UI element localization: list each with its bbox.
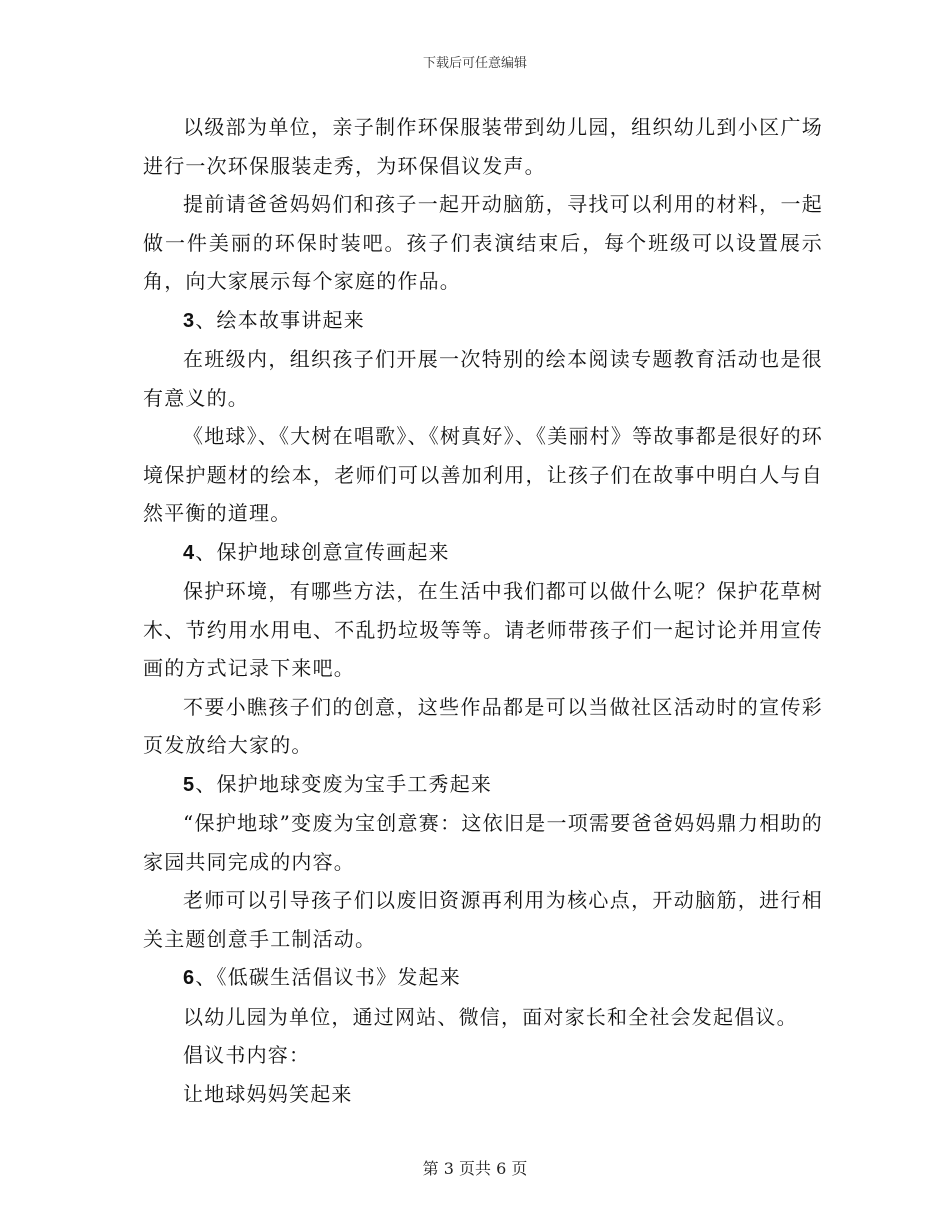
section-title: 、保护地球变废为宝手工秀起来 (195, 771, 493, 796)
section-number: 5 (183, 773, 196, 796)
paragraph: 在班级内，组织孩子们开展一次特别的绘本阅读专题教育活动也是很有意义的。 (143, 347, 823, 410)
section-title: 、绘本故事讲起来 (195, 307, 365, 332)
paragraph: 《地球》、《大树在唱歌》、《树真好》、《美丽村》等故事都是很好的环境保护题材的绘本，老师们可以善加利用，让孩子们在故事中明白人与自然平衡的道理。 (143, 424, 823, 525)
paragraph: 以幼儿园为单位，通过网站、微信，面对家长和全社会发起倡议。 (183, 1004, 798, 1029)
paragraph: “保护地球”变废为宝创意赛：这依旧是一项需要爸爸妈妈鼎力相助的家园共同完成的内容。 (143, 811, 823, 874)
page-header: 下载后可任意编辑 (422, 56, 527, 71)
page-footer: 第 3 页共 6 页 (422, 1159, 528, 1178)
paragraph: 让地球妈妈笑起来 (183, 1081, 353, 1106)
section-heading (143, 301, 823, 341)
section-heading (143, 533, 823, 573)
section-heading (143, 958, 823, 998)
paragraph: 保护环境，有哪些方法，在生活中我们都可以做什么呢？保护花草树木、节约用水用电、不乱扔垃圾等等。请老师带孩子们一起讨论并用宣传画的方式记录下来吧。 (143, 579, 823, 680)
document-body (143, 108, 823, 1113)
paragraph: 倡议书内容： (183, 1043, 311, 1067)
section-number: 4 (183, 541, 196, 564)
section-title: 、《低碳生活倡议书》发起来 (195, 965, 461, 989)
section-number: 6 (183, 967, 196, 989)
paragraph: 以级部为单位，亲子制作环保服装带到幼儿园，组织幼儿到小区广场进行一次环保服装走秀，为环保倡议发声。 (143, 115, 823, 178)
paragraph: 不要小瞧孩子们的创意，这些作品都是可以当做社区活动时的宣传彩页发放给大家的。 (143, 694, 823, 757)
section-title: 、保护地球创意宣传画起来 (195, 539, 450, 564)
section-heading (143, 765, 823, 805)
paragraph: 提前请爸爸妈妈们和孩子一起开动脑筋，寻找可以利用的材料，一起做一件美丽的环保时装吧。孩子们表演结束后，每个班级可以设置展示角，向大家展示每个家庭的作品。 (143, 192, 823, 293)
paragraph: 老师可以引导孩子们以废旧资源再利用为核心点，开动脑筋，进行相关主题创意手工制活动。 (143, 888, 823, 951)
section-number: 3 (183, 309, 196, 332)
